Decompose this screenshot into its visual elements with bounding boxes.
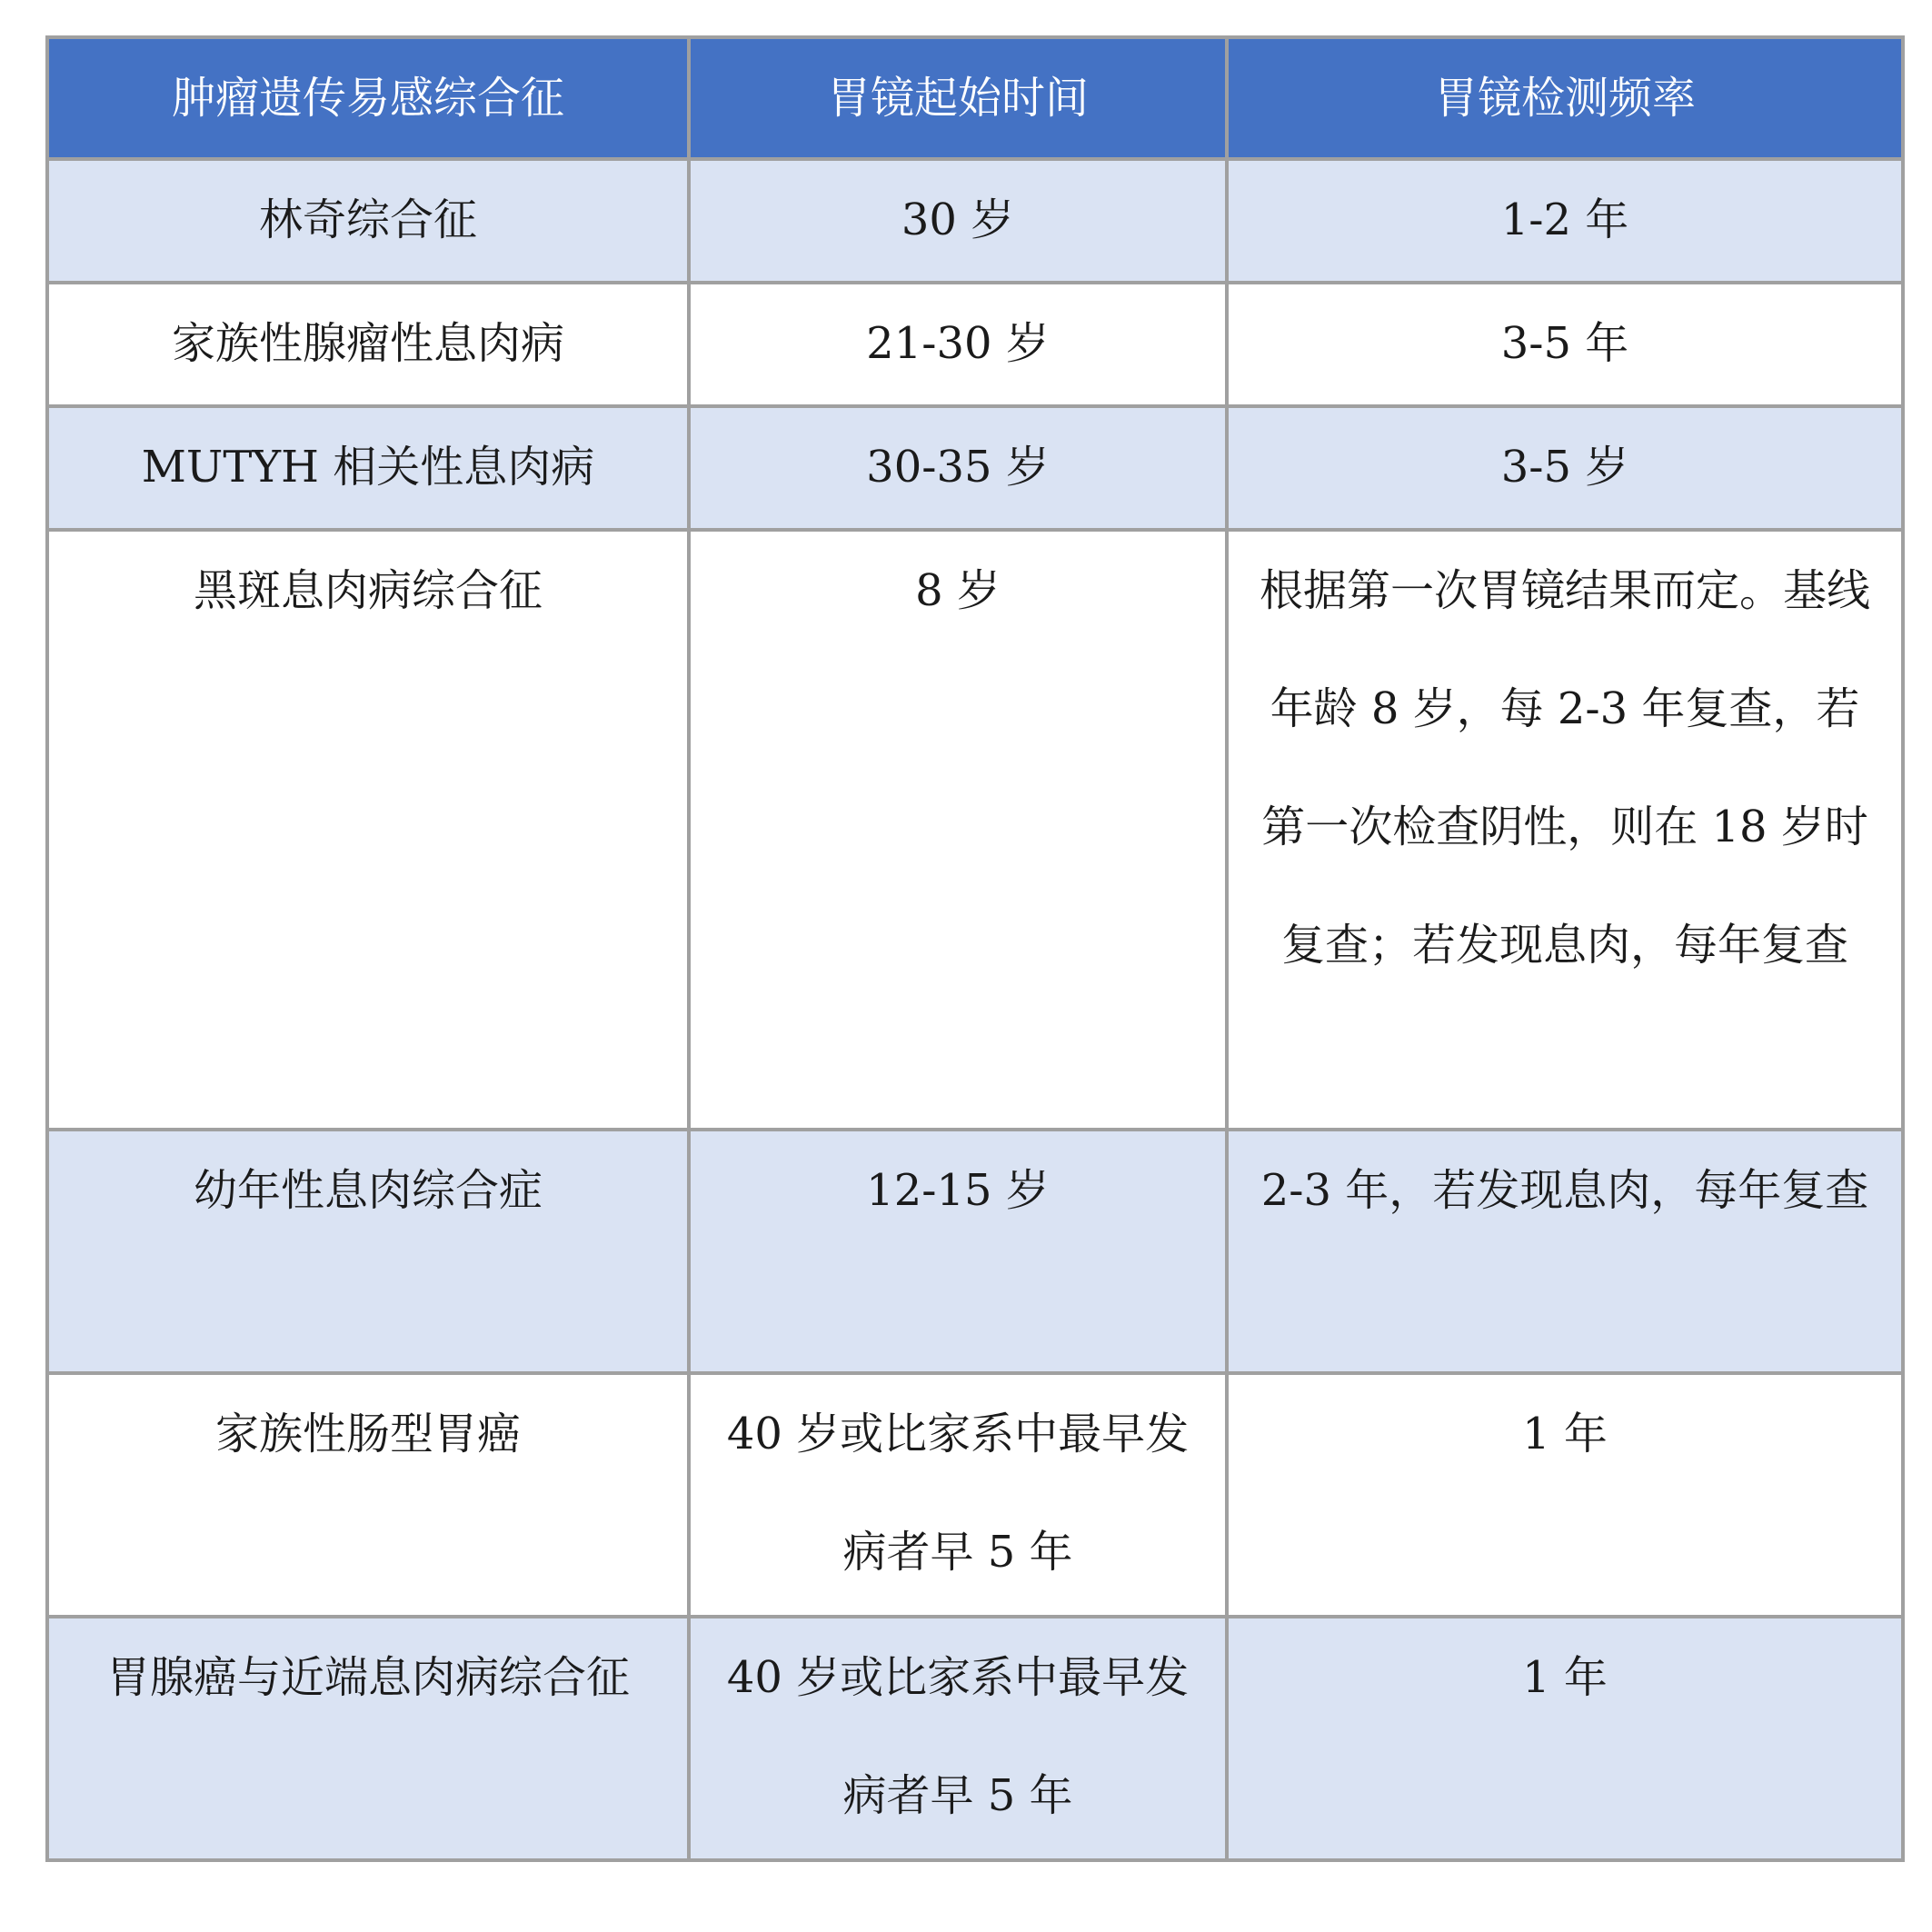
header-start-age: 胃镜起始时间 [689,37,1227,159]
cell-syndrome: 黑斑息肉病综合征 [47,530,689,1130]
table-header-row [47,37,1903,159]
cell-frequency: 2-3 年，若发现息肉，每年复查 [1227,1130,1903,1373]
table-row [47,1617,1903,1860]
cell-syndrome: 林奇综合征 [47,159,689,283]
table-row [47,1130,1903,1373]
cell-frequency: 1 年 [1227,1617,1903,1860]
cell-frequency: 3-5 岁 [1227,406,1903,530]
table-row [47,530,1903,1130]
table-container [45,35,1901,1862]
cell-frequency: 1 年 [1227,1373,1903,1617]
table-row [47,283,1903,406]
header-frequency: 胃镜检测频率 [1227,37,1903,159]
cell-frequency: 根据第一次胃镜结果而定。基线年龄 8 岁，每 2-3 年复查，若第一次检查阴性，则在 18 岁时复查；若发现息肉，每年复查 [1227,530,1903,1130]
cell-syndrome: 胃腺癌与近端息肉病综合征 [47,1617,689,1860]
table-row [47,406,1903,530]
cell-syndrome: 家族性肠型胃癌 [47,1373,689,1617]
cell-frequency: 3-5 年 [1227,283,1903,406]
cell-frequency: 1-2 年 [1227,159,1903,283]
table-row [47,159,1903,283]
cell-start-age: 40 岁或比家系中最早发病者早 5 年 [689,1373,1227,1617]
cell-start-age: 21-30 岁 [689,283,1227,406]
cell-syndrome: 家族性腺瘤性息肉病 [47,283,689,406]
cell-start-age: 40 岁或比家系中最早发病者早 5 年 [689,1617,1227,1860]
cell-start-age: 30 岁 [689,159,1227,283]
screening-table [45,35,1905,1862]
table-row [47,1373,1903,1617]
cell-syndrome: MUTYH 相关性息肉病 [47,406,689,530]
cell-syndrome: 幼年性息肉综合症 [47,1130,689,1373]
cell-start-age: 30-35 岁 [689,406,1227,530]
cell-start-age: 8 岁 [689,530,1227,1130]
header-syndrome: 肿瘤遗传易感综合征 [47,37,689,159]
cell-start-age: 12-15 岁 [689,1130,1227,1373]
